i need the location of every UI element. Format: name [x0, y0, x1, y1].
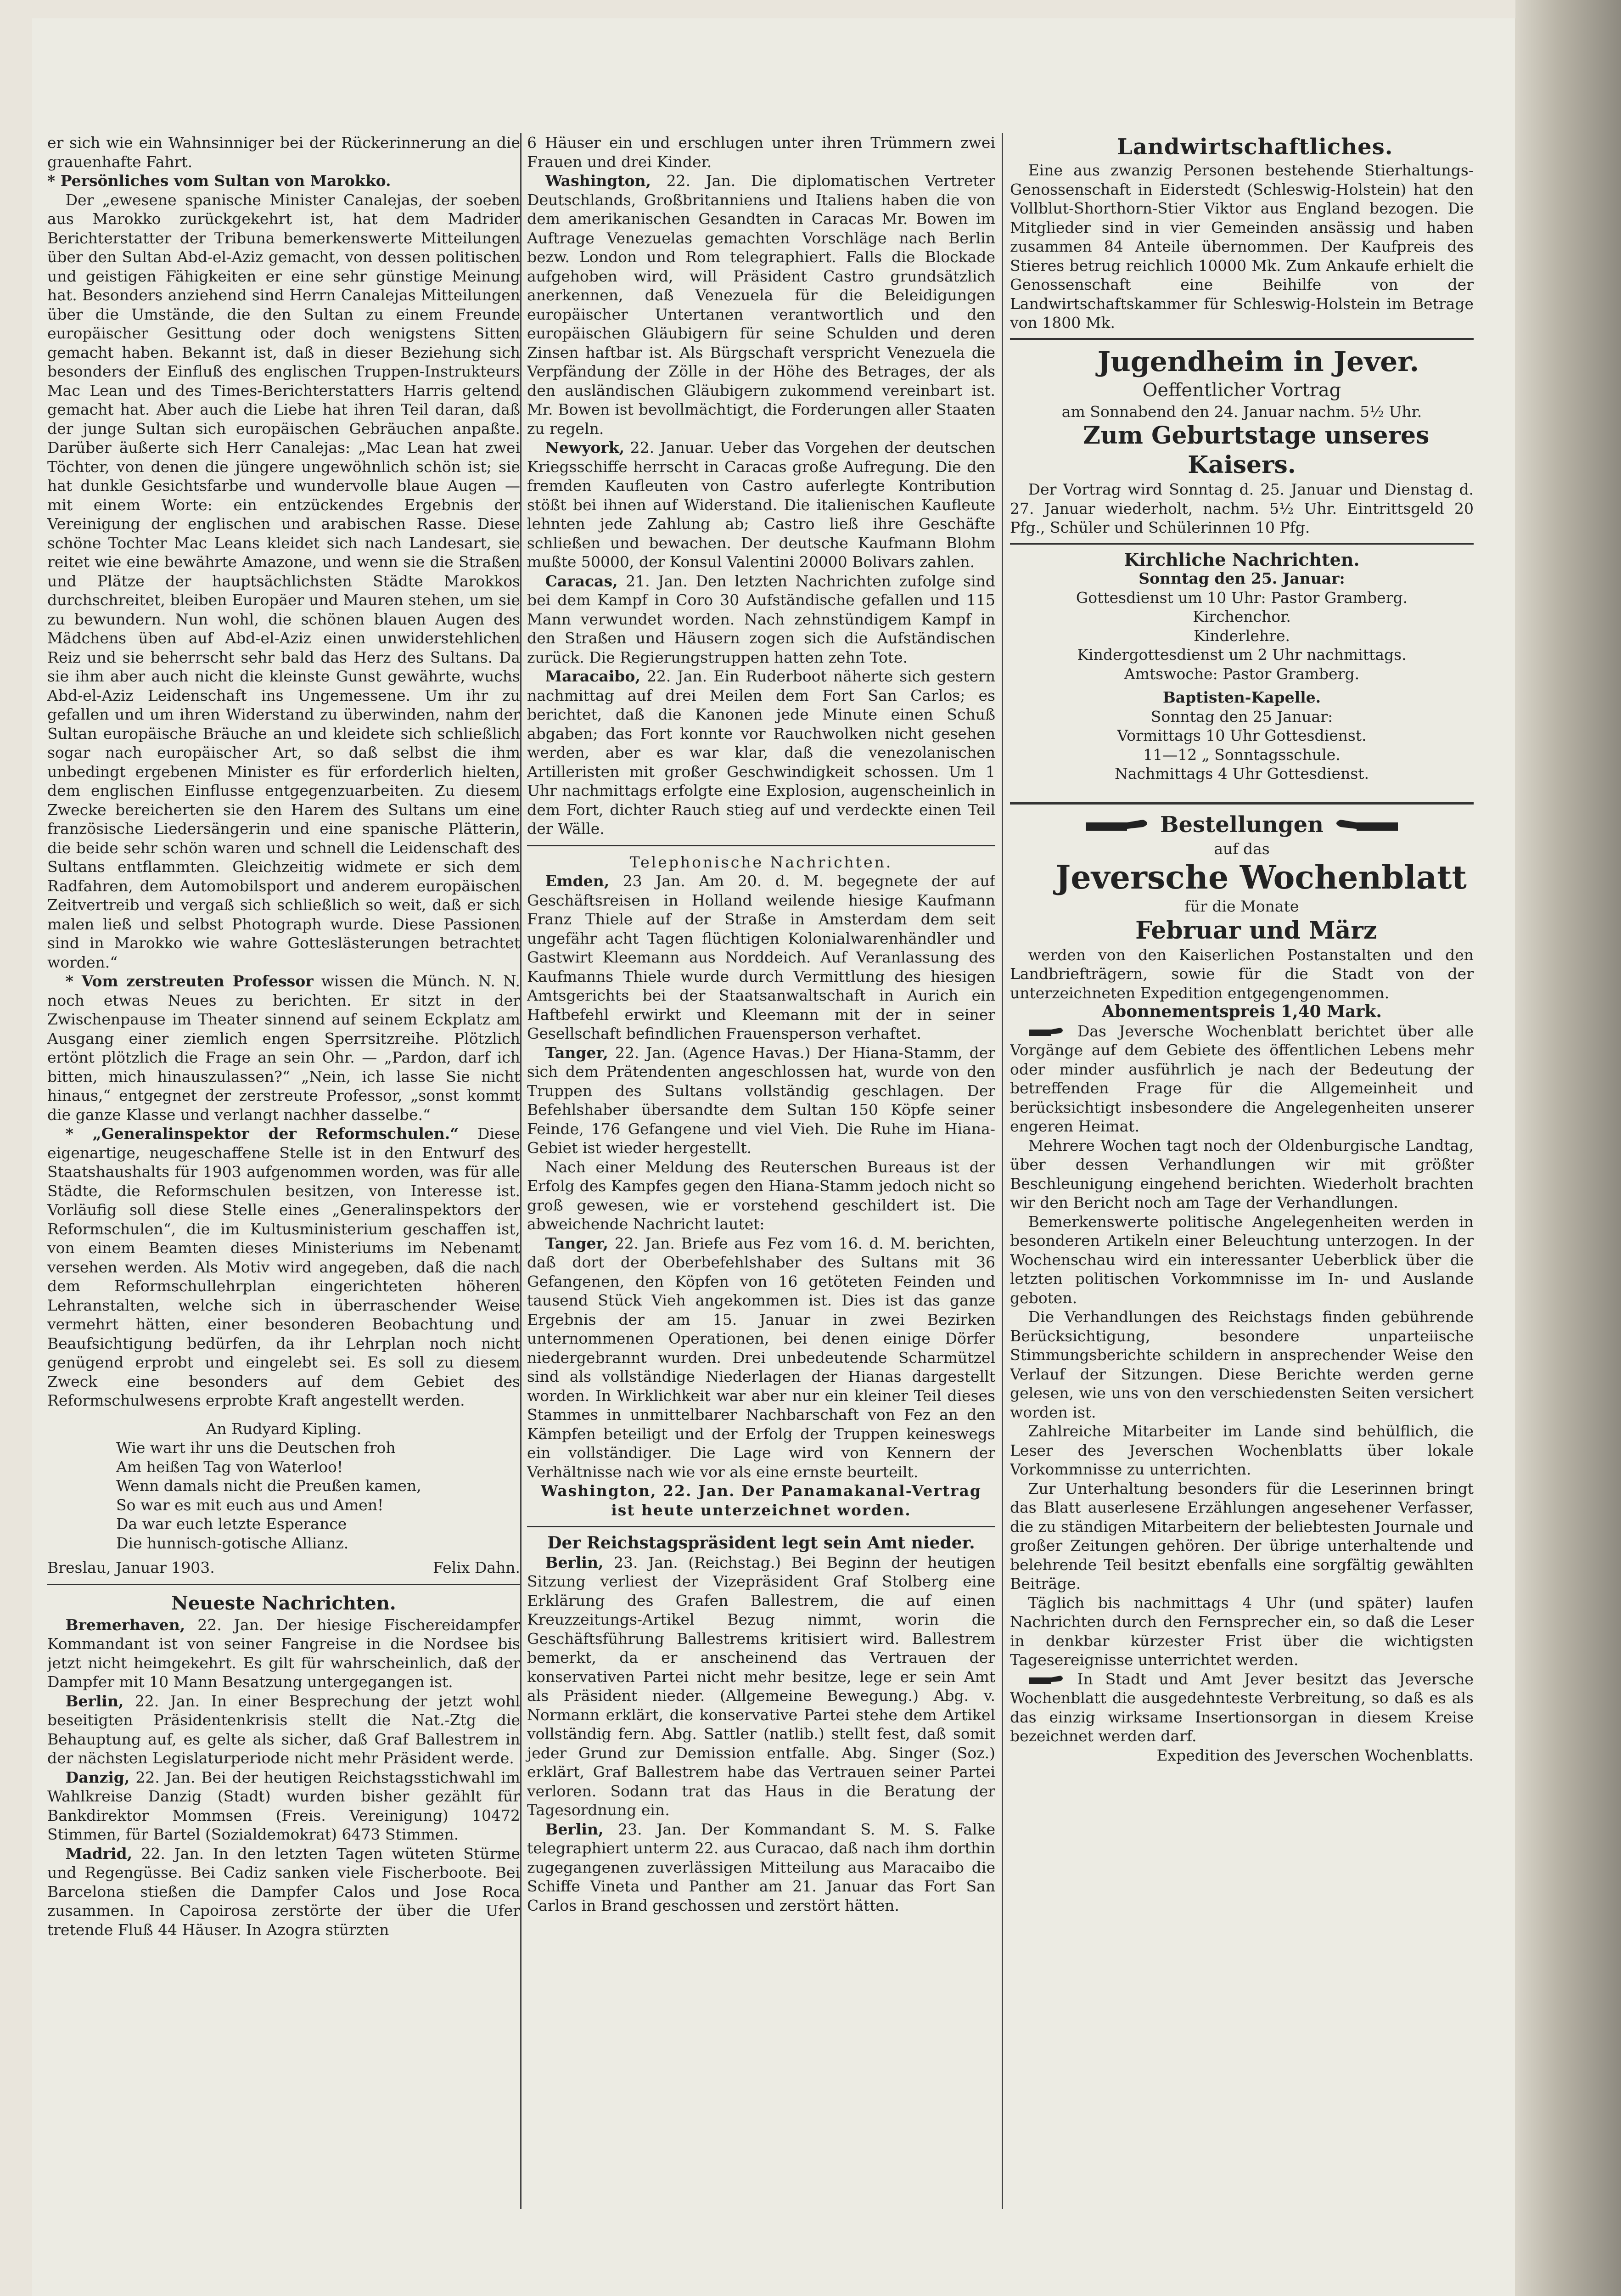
- bapt-line: Nachmittags 4 Uhr Gottesdienst.: [1114, 765, 1369, 782]
- news-place: Newyork,: [545, 439, 625, 456]
- sultan-article: Der „ewesene spanische Minister Canalejas, der soeben aus Marokko zurückgekehrt ist, hat dem Madrider Berichterstatter der Tribuna bemerkenswerte Mitteilungen über den Sultan Abd-el-Aziz gemacht, von dessen politischen und geistigen Fähigkeiten er eine sehr günstige Meinung hat. Besonders anziehend sind Herrn Canalejas Mitteilungen über die Umstände, die den Sultan zu einem Freunde europäischer Gesittung oder doch wenigstens Sitten gemacht haben. Bekannt ist, daß in dieser Beziehung sich besonders der Einfluß des englischen Truppen-Instrukteurs Mac Lean und des Times-Berichterstatters Harris geltend gemacht hat. Aber auch die Liebe hat ihren Teil daran, daß der junge Sultan sich europäischen Gebräuchen anpaßte. Darüber äußerte sich Herr Canalejas: „Mac Lean hat zwei Töchter, von denen die jüngere ungewöhnlich schön ist; sie hat dunkle Gesichtsfarbe und wundervolle blaue Augen — mit einem Worte: ein entzückendes Ergebnis der Vereinigung der englischen und arabischen Rasse. Diese schöne Tochter Mac Leans kleidet sich nach Landesart, sie reitet wie eine bewährte Amazone, und wenn sie die Straßen und Plätze der hauptsächlichsten Städte Marokkos durchschreitet, bleiben Europäer und Mauren stehen, um sie zu bewundern. Nun wohl, die schönen blauen Augen des Mädchens üben auf Abd-el-Aziz einen unwiderstehlichen Reiz und sie beherrscht sehr bald das Herz des Sultans. Da sie ihm aber auch nicht die kleinste Gunst gewährte, wuchs Abd-el-Aziz Leidenschaft ins Ungemessene. Um ihr zu gefallen und um ihren Widerstand zu überwinden, nahm der Sultan europäische Bräuche an und kleidete sich schließlich sogar nach europäischer Art, so daß selbst die ihm unbedingt ergebenen Minister es für erforderlich hielten, dem englischen Einflusse entgegenzuarbeiten. Zu diesem Zwecke bereicherten sie den Harem des Sultans um eine französische Liedersängerin und eine spanische Plätterin, die beide sehr schön waren und schnell die Leidenschaft des Sultans entflammten. Gleichzeitig widmete er sich dem Radfahren, dem Automobilsport und anderem europäischen Zeitvertreib und vergaß sich schließlich so weit, daß er sich malen ließ und selbst Photograph wurde. Diese Passionen sind in Marokko wie wahre Gotteslästerungen betrachtet worden.“: [47, 191, 520, 971]
- price: Abonnementspreis 1,40 Mark.: [1102, 1002, 1382, 1021]
- news-text: 22. Jan. In den letzten Tagen wüteten Stürme und Regengüsse. Bei Cadiz sanken viele Fischerboote. Bei Barcelona stießen die Dampfer Calos und Jose Roca zusammen. In Capoirosa zerstörte der über die Ufer tretende Fluß 44 Häuser. In Azogra stürzten: [47, 1844, 520, 1939]
- jugendheim-subtitle: Oeffentlicher Vortrag: [1142, 379, 1341, 401]
- sultan-heading: * Persönliches vom Sultan von Marokko.: [47, 172, 391, 190]
- professor-heading: * Vom zerstreuten Professor: [65, 972, 314, 990]
- kirchliche-ad: [1010, 543, 1474, 783]
- para: Bemerkenswerte politische Angelegenheiten werden in besonderen Artikeln einer Beleuchtung unterzogen. In der Wochenschau wird ein interessanter Ueberblick über die letzten politischen Vorkommnisse im In- und Auslande geboten.: [1010, 1212, 1474, 1307]
- wochenblatt-title: Jeversche Wochenblatt: [1055, 858, 1467, 896]
- divider: [527, 845, 995, 846]
- para: Die Verhandlungen des Reichstags finden gebührende Berücksichtigung, besondere unparteiische Stimmungsberichte schildern in ansprechender Weise den Verlauf der Sitzungen. Diese Berichte werden gerne gelesen, wie uns von den verschiedensten Seiten versichert worden ist.: [1010, 1308, 1474, 1421]
- pointing-hand-icon: [1083, 817, 1152, 835]
- poem-line: Am heißen Tag von Waterloo!: [116, 1458, 343, 1476]
- para: Zur Unterhaltung besonders für die Leserinnen bringt das Blatt auserlesene Erzählungen angesehener Verfasser, die zu ständigen Mitarbeitern der beliebtesten Journale und großer Zeitungen gehören. Der übrige unterhaltende und belehrende Teil besitzt ebenfalls eine sorgfältig gewählten Beiträge.: [1010, 1479, 1474, 1593]
- para: Täglich bis nachmittags 4 Uhr (und später) laufen Nachrichten durch den Fernsprecher ein, so daß die Leser in denkbar kürzester Frist über die wichtigsten Tagesereignisse unterrichtet werden.: [1010, 1593, 1474, 1669]
- news-text: 22. Jan. Die diplomatischen Vertreter Deutschlands, Großbritanniens und Italiens haben die von dem amerikanischen Gesandten in Caracas Mr. Bowen im Auftrage Venezuelas gemachten Vorschläge nach Berlin bezw. London und Rom telegraphiert. Falls die Blockade aufgehoben wird, will Präsident Castro grundsätzlich anerkennen, daß Venezuela für die Beleidigungen europäischer Untertanen verantwortlich und den europäischen Gläubigern für seine Schulden und deren Zinsen haftbar ist. Als Bürgschaft verspricht Venezuela die Verpfändung der Zölle in der Höhe des Betrages, der als den ausländischen Gläubigern zukommend vereinbart ist. Mr. Bowen ist bevollmächtigt, die Forderungen aller Staaten zu regeln.: [527, 172, 995, 438]
- poem-line: Wie wart ihr uns die Deutschen froh: [116, 1439, 396, 1457]
- landwirtschaft-heading: Landwirtschaftliches.: [1117, 134, 1393, 160]
- kirch-line: Amtswoche: Pastor Gramberg.: [1124, 664, 1360, 683]
- kirch-line: Kindergottesdienst um 2 Uhr nachmittags.: [1077, 646, 1407, 664]
- news-text: 23. Jan. Der Kommandant S. M. S. Falke telegraphiert unterm 22. aus Curacao, daß nach ihm dorthin zugegangenen zuverlässigen Mitteilung aus Maracaibo die Schiffe Vineta und Panther am 21. Januar das Fort San Carlos in Brand geschossen und zerstört hätten.: [527, 1820, 995, 1914]
- divider: [527, 1526, 995, 1527]
- poem-title: An Rudyard Kipling.: [206, 1419, 362, 1438]
- jugendheim-text: Der Vortrag wird Sonntag d. 25. Januar und Dienstag d. 27. Januar wiederholt, nachm. 5½ Uhr. Eintrittsgeld 20 Pfg., Schüler und Schülerinnen 10 Pfg.: [1010, 480, 1474, 536]
- news-text: 21. Jan. Den letzten Nachrichten zufolge sind bei dem Kampf in Coro 30 Aufständische gefallen und 115 Mann verwundet worden. Nach zehnstündigem Kampf in den Straßen und Häusern zogen sich die Aufständischen zurück. Die Regierungstruppen hatten zehn Tote.: [527, 572, 995, 666]
- column-middle: [520, 133, 995, 2195]
- news-place: Berlin,: [65, 1692, 124, 1710]
- poem-author: Felix Dahn.: [433, 1559, 520, 1576]
- jugendheim-ad: [1010, 338, 1474, 537]
- news-text: 22. Jan. Der hiesige Fischereidampfer Kommandant ist von seiner Fangreise in die Nordsee bis jetzt nicht heimgekehrt. Es gilt für wahrscheinlich, daß der Dampfer mit 10 Mann Besatzung untergegangen ist.: [47, 1615, 520, 1691]
- news-text: 22. Januar. Ueber das Vorgehen der deutschen Kriegsschiffe herrscht in Caracas große Aufregung. Die den fremden Kaufleuten von Castro auferlegte Kontribution stößt bei ihnen auf Widerstand. Die italienischen Kaufleute lehnten jede Zahlung ab; Castro ließ ihre Geschäfte schließen und bewachen. Der deutsche Kaufmann Blohm mußte 50000, der Konsul Valentini 20000 Bolivars zahlen.: [527, 439, 995, 571]
- para: In Stadt und Amt Jever besitzt das Jeversche Wochenblatt die ausgedehnteste Verbreitung, so daß es als das einzig wirksame Insertionsorgan in diesem Kreise bezeichnet werden darf.: [1010, 1670, 1474, 1745]
- para: Das Jeversche Wochenblatt berichtet über alle Vorgänge auf dem Gebiete des öffentlichen Lebens mehr oder minder ausführlich je nach der Bedeutung der betreffenden Frage für die Allgemeinheit und berücksichtigt insbesondere die Angelegenheiten unserer engeren Heimat.: [1010, 1022, 1474, 1135]
- para: Zahlreiche Mitarbeiter im Lande sind behülflich, die Leser des Jeverschen Wochenblatts über lokale Vorkommnisse zu unterrichten.: [1010, 1422, 1474, 1478]
- pointing-hand-icon: [1028, 1674, 1065, 1687]
- news-place: Berlin,: [545, 1553, 604, 1571]
- news-text: 22. Jan. Bei der heutigen Reichstagsstichwahl im Wahlkreise Danzig (Stadt) wurden bisher gezählt für Bankdirektor Mommsen (Freis. Vereinigung) 10472 Stimmen, für Bartel (Sozialdemokrat) 6473 Stimmen.: [47, 1768, 520, 1843]
- column-left: [47, 133, 520, 2195]
- news-text: 23 Jan. Am 20. d. M. begegnete der auf Geschäftsreisen in Holland weilende hiesige Kaufmann Franz Thiele auf der Straße in Amsterdam dem seit ungefähr acht Tagen flüchtigen Kolonialwarenhändler und Gastwirt Kleemann aus Norddeich. Auf Veranlassung des Kaufmanns Thiele wurde durch Vermittlung des hiesigen Amtsgerichts bei der Staatsanwaltschaft in Aurich ein Haftbefehl erwirkt und Kleemann mit der in seiner Gesellschaft befindlichen Frauensperson verhaftet.: [527, 872, 995, 1042]
- news-place: Tanger,: [545, 1043, 608, 1062]
- jugendheim-title: Jugendheim in Jever.: [1097, 345, 1419, 378]
- poem-line: So war es mit euch aus und Amen!: [116, 1496, 384, 1514]
- news-text: 22. Jan. Briefe aus Fez vom 16. d. M. berichten, daß dort der Oberbefehlshaber des Sultans mit 36 Gefangenen, den Köpfen von 16 getöteten Feinden und tausend Stück Vieh angekommen ist. Dies ist das ganze Ergebnis der am 15. Januar in zwei Bezirken unternommenen Operationen, bei denen einige Dörfer niedergebrannt wurden. Drei unbedeutende Scharmützel sind als vollständige Niederlagen der Hianas dargestellt worden. In Wirklichkeit war aber nur ein kleiner Teil dieses Stammes in unmittelbarer Nachbarschaft von Fez an den Kämpfen beteiligt und der Erfolg der Truppen keineswegs ein vollständiger. Die Lage wird von Kennern der Verhältnisse nach wie vor als eine ernste beurteilt.: [527, 1234, 995, 1481]
- page-edge: [1515, 0, 1621, 2296]
- months: Februar und März: [1135, 916, 1377, 945]
- news-text: 22. Jan. Ein Ruderboot näherte sich gestern nachmittag auf drei Meilen dem Fort San Carlos; es berichtet, daß die Kanonen jede Minute einen Schuß abgaben; das Fort konnte vor Rauchwolken nicht gesehen werden, aber es war klar, daß die venezolanischen Artilleristen mit großer Geschwindigkeit schossen. Um 1 Uhr nachmittags erfolgte eine Explosion, augenscheinlich in dem Fort, dichter Rauch stieg auf und verdeckte einen Teil der Wälle.: [527, 667, 995, 838]
- reichstag-heading: Der Reichstagspräsident legt sein Amt nieder.: [547, 1533, 975, 1553]
- panama-news: Washington, 22. Jan. Der Panamakanal-Vertrag ist heute unterzeichnet worden.: [541, 1482, 982, 1519]
- news-place: Tanger,: [545, 1234, 608, 1252]
- expedition: Expedition des Jeverschen Wochenblatts.: [1156, 1746, 1474, 1764]
- poem-line: Die hunnisch-gotische Allianz.: [116, 1534, 349, 1552]
- news-text: 22. Jan. In einer Besprechung der jetzt wohl beseitigten Präsidentenkrisis stellt die Nat.-Ztg die Behauptung auf, es gelte als sicher, daß Graf Ballestrem in der nächsten Legislaturperiode nicht mehr Präsident werde.: [47, 1692, 520, 1767]
- continued-text: 6 Häuser ein und erschlugen unter ihren Trümmern zwei Frauen und drei Kinder.: [527, 134, 995, 171]
- news-place: Madrid,: [65, 1844, 133, 1863]
- bestellungen-text: werden von den Kaiserlichen Postanstalten und den Landbriefträgern, sowie für die Stadt von der unterzeichneten Expedition entgegengenommen.: [1010, 945, 1474, 1002]
- column-right: [1010, 133, 1474, 2181]
- reformschulen-heading: * „Generalinspektor der Reformschulen.“: [65, 1125, 459, 1142]
- jugendheim-topic: Zum Geburtstage unseres Kaisers.: [1083, 422, 1430, 479]
- jugendheim-date: am Sonnabend den 24. Januar nachm. 5½ Uhr.: [1061, 402, 1422, 421]
- kirchliche-heading: Kirchliche Nachrichten.: [1124, 549, 1360, 570]
- poem-line: Wenn damals nicht die Preußen kamen,: [116, 1477, 421, 1495]
- news-text: 23. Jan. (Reichstag.) Bei Beginn der heutigen Sitzung verliest der Vizepräsident Graf Stolberg eine Erklärung des Grafen Ballestrem, die auf einen Kreuzzeitungs-Artikel Bezug nimmt, worin die Geschäftsführung Ballestrems kritisiert wird. Ballestrem bemerkt, da er anscheinend das Vertrauen der konservativen Partei nicht mehr besitze, lege er sein Amt als Präsident nieder. (Allgemeine Bewegung.) Abg. v. Normann erklärt, die konservative Partei stehe dem Artikel vollständig fern. Abg. Sattler (natlib.) stellt fest, daß somit jeder Grund zur Demission entfalle. Abg. Singer (Soz.) erklärt, Graf Ballestrem habe das Vertrauen seiner Partei verloren. Sodann trat das Haus in die Beratung der Tagesordnung ein.: [527, 1553, 995, 1819]
- kirch-line: Sonntag den 25. Januar:: [1139, 569, 1345, 587]
- bestellungen-heading: Bestellungen: [1160, 811, 1324, 838]
- bapt-line: 11—12 „ Sonntagsschule.: [1143, 745, 1341, 764]
- divider: [47, 1584, 520, 1585]
- reformschulen-article: Diese eigenartige, neugeschaffene Stelle ist in den Entwurf des Staatshaushalts für 1903 aufgenommen worden, was für alle Städte, die Reformschulen besitzen, von Interesse ist. Vorläufig soll diese Stelle eines „Generalinspektors der Reformschulen“, die im Kultusministerium geschaffen ist, von einem Beamten dieses Ministeriums im Nebenamt versehen werden. Als Motiv wird angegeben, daß die nach dem Reformschullehrplan eingerichteten höheren Lehranstalten, welche sich in überraschender Weise vermehrt hätten, einer besonderen Beobachtung und Beaufsichtigung bedürfen, da ihr Lehrplan noch nicht genügend erprobt und eingelebt sei. Es soll zu diesem Zweck eine besonders auf dem Gebiet des Reformschulwesens erprobte Kraft angestellt werden.: [47, 1125, 520, 1409]
- news-place: Maracaibo,: [545, 667, 640, 685]
- bapt-line: Vormittags 10 Uhr Gottesdienst.: [1117, 726, 1367, 744]
- telephone-heading: Telephonische Nachrichten.: [629, 853, 893, 871]
- news-place: Washington,: [545, 172, 651, 190]
- news-place: Emden,: [545, 872, 610, 890]
- baptisten-heading: Baptisten-Kapelle.: [1162, 688, 1321, 706]
- bapt-line: Sonntag den 25 Januar:: [1150, 707, 1333, 726]
- news-place: Bremerhaven,: [65, 1615, 185, 1634]
- landwirtschaft-text: Eine aus zwanzig Personen bestehende Stierhaltungs-Genossenschaft in Eiderstedt (Schleswig-Holstein) hat den Vollblut-Shorthorn-Stier Viktor aus England bezogen. Die Mitglieder sind in vier Gemeinden ansässig und haben zusammen 84 Anteile übernommen. Der Kaufpreis des Stieres betrug reichlich 10000 Mk. Zum Ankaufe erhielt die Genossenschaft eine Beihilfe von der Landwirtschaftskammer für Schleswig-Holstein im Betrage von 1800 Mk.: [1010, 161, 1474, 332]
- news-heading: Neueste Nachrichten.: [171, 1592, 396, 1614]
- pointing-hand-icon: [1331, 817, 1400, 835]
- para: Mehrere Wochen tagt noch der Oldenburgische Landtag, über dessen Verhandlungen wir mit größter Beschleunigung eingehend berichten. Wiederholt brachten wir den Bericht noch am Tage der Verhandlungen.: [1010, 1136, 1474, 1211]
- column-rule-right: [1002, 133, 1003, 2209]
- months-pre: für die Monate: [1184, 897, 1299, 915]
- news-place: Danzig,: [65, 1768, 130, 1786]
- news-text: Nach einer Meldung des Reuterschen Bureaus ist der Erfolg des Kampfes gegen den Hiana-Stamm jedoch nicht so groß gewesen, wie er vorstehend geschildert ist. Die abweichende Nachricht lautet:: [527, 1158, 995, 1233]
- intro-text: er sich wie ein Wahnsinniger bei der Rückerinnerung an die grauenhafte Fahrt.: [47, 134, 520, 171]
- news-place: Caracas,: [545, 572, 618, 590]
- news-text: 22. Jan. (Agence Havas.) Der Hiana-Stamm, der sich dem Prätendenten angeschlossen hat, wurde von den Truppen des Sultans vollständig geschlagen. Der Befehlshaber übersandte dem Sultan 150 Köpfe seiner Feinde, 176 Gefangene und viel Vieh. Die Ruhe im Hiana-Gebiet ist wieder hergestellt.: [527, 1043, 995, 1157]
- bestellungen-auf: auf das: [1214, 839, 1270, 858]
- pointing-hand-icon: [1028, 1026, 1065, 1039]
- poem-place: Breslau, Januar 1903.: [47, 1559, 215, 1576]
- poem-line: Da war euch letzte Esperance: [116, 1515, 347, 1533]
- professor-article: wissen die Münch. N. N. noch etwas Neues zu berichten. Er sitzt in der Zwischenpause im Theater sinnend auf seinem Eckplatz am Ausgang einer ziemlich engen Sperrsitzreihe. Plötzlich ertönt plötzlich die Frage an sein Ohr. — „Pardon, darf ich bitten, mich hinauszulassen?“ „Nein, ich lasse Sie nicht hinaus,“ entgegnet der zerstreute Professor, „sonst kommt die ganze Klasse und verlangt nachher dasselbe.“: [47, 972, 520, 1124]
- bestellungen-ad: [1010, 802, 1474, 1765]
- news-place: Berlin,: [545, 1820, 604, 1838]
- kirch-line: Gottesdienst um 10 Uhr: Pastor Gramberg.: [1076, 588, 1408, 607]
- kirch-line: Kirchenchor.: [1193, 608, 1291, 625]
- kirch-line: Kinderlehre.: [1193, 626, 1290, 645]
